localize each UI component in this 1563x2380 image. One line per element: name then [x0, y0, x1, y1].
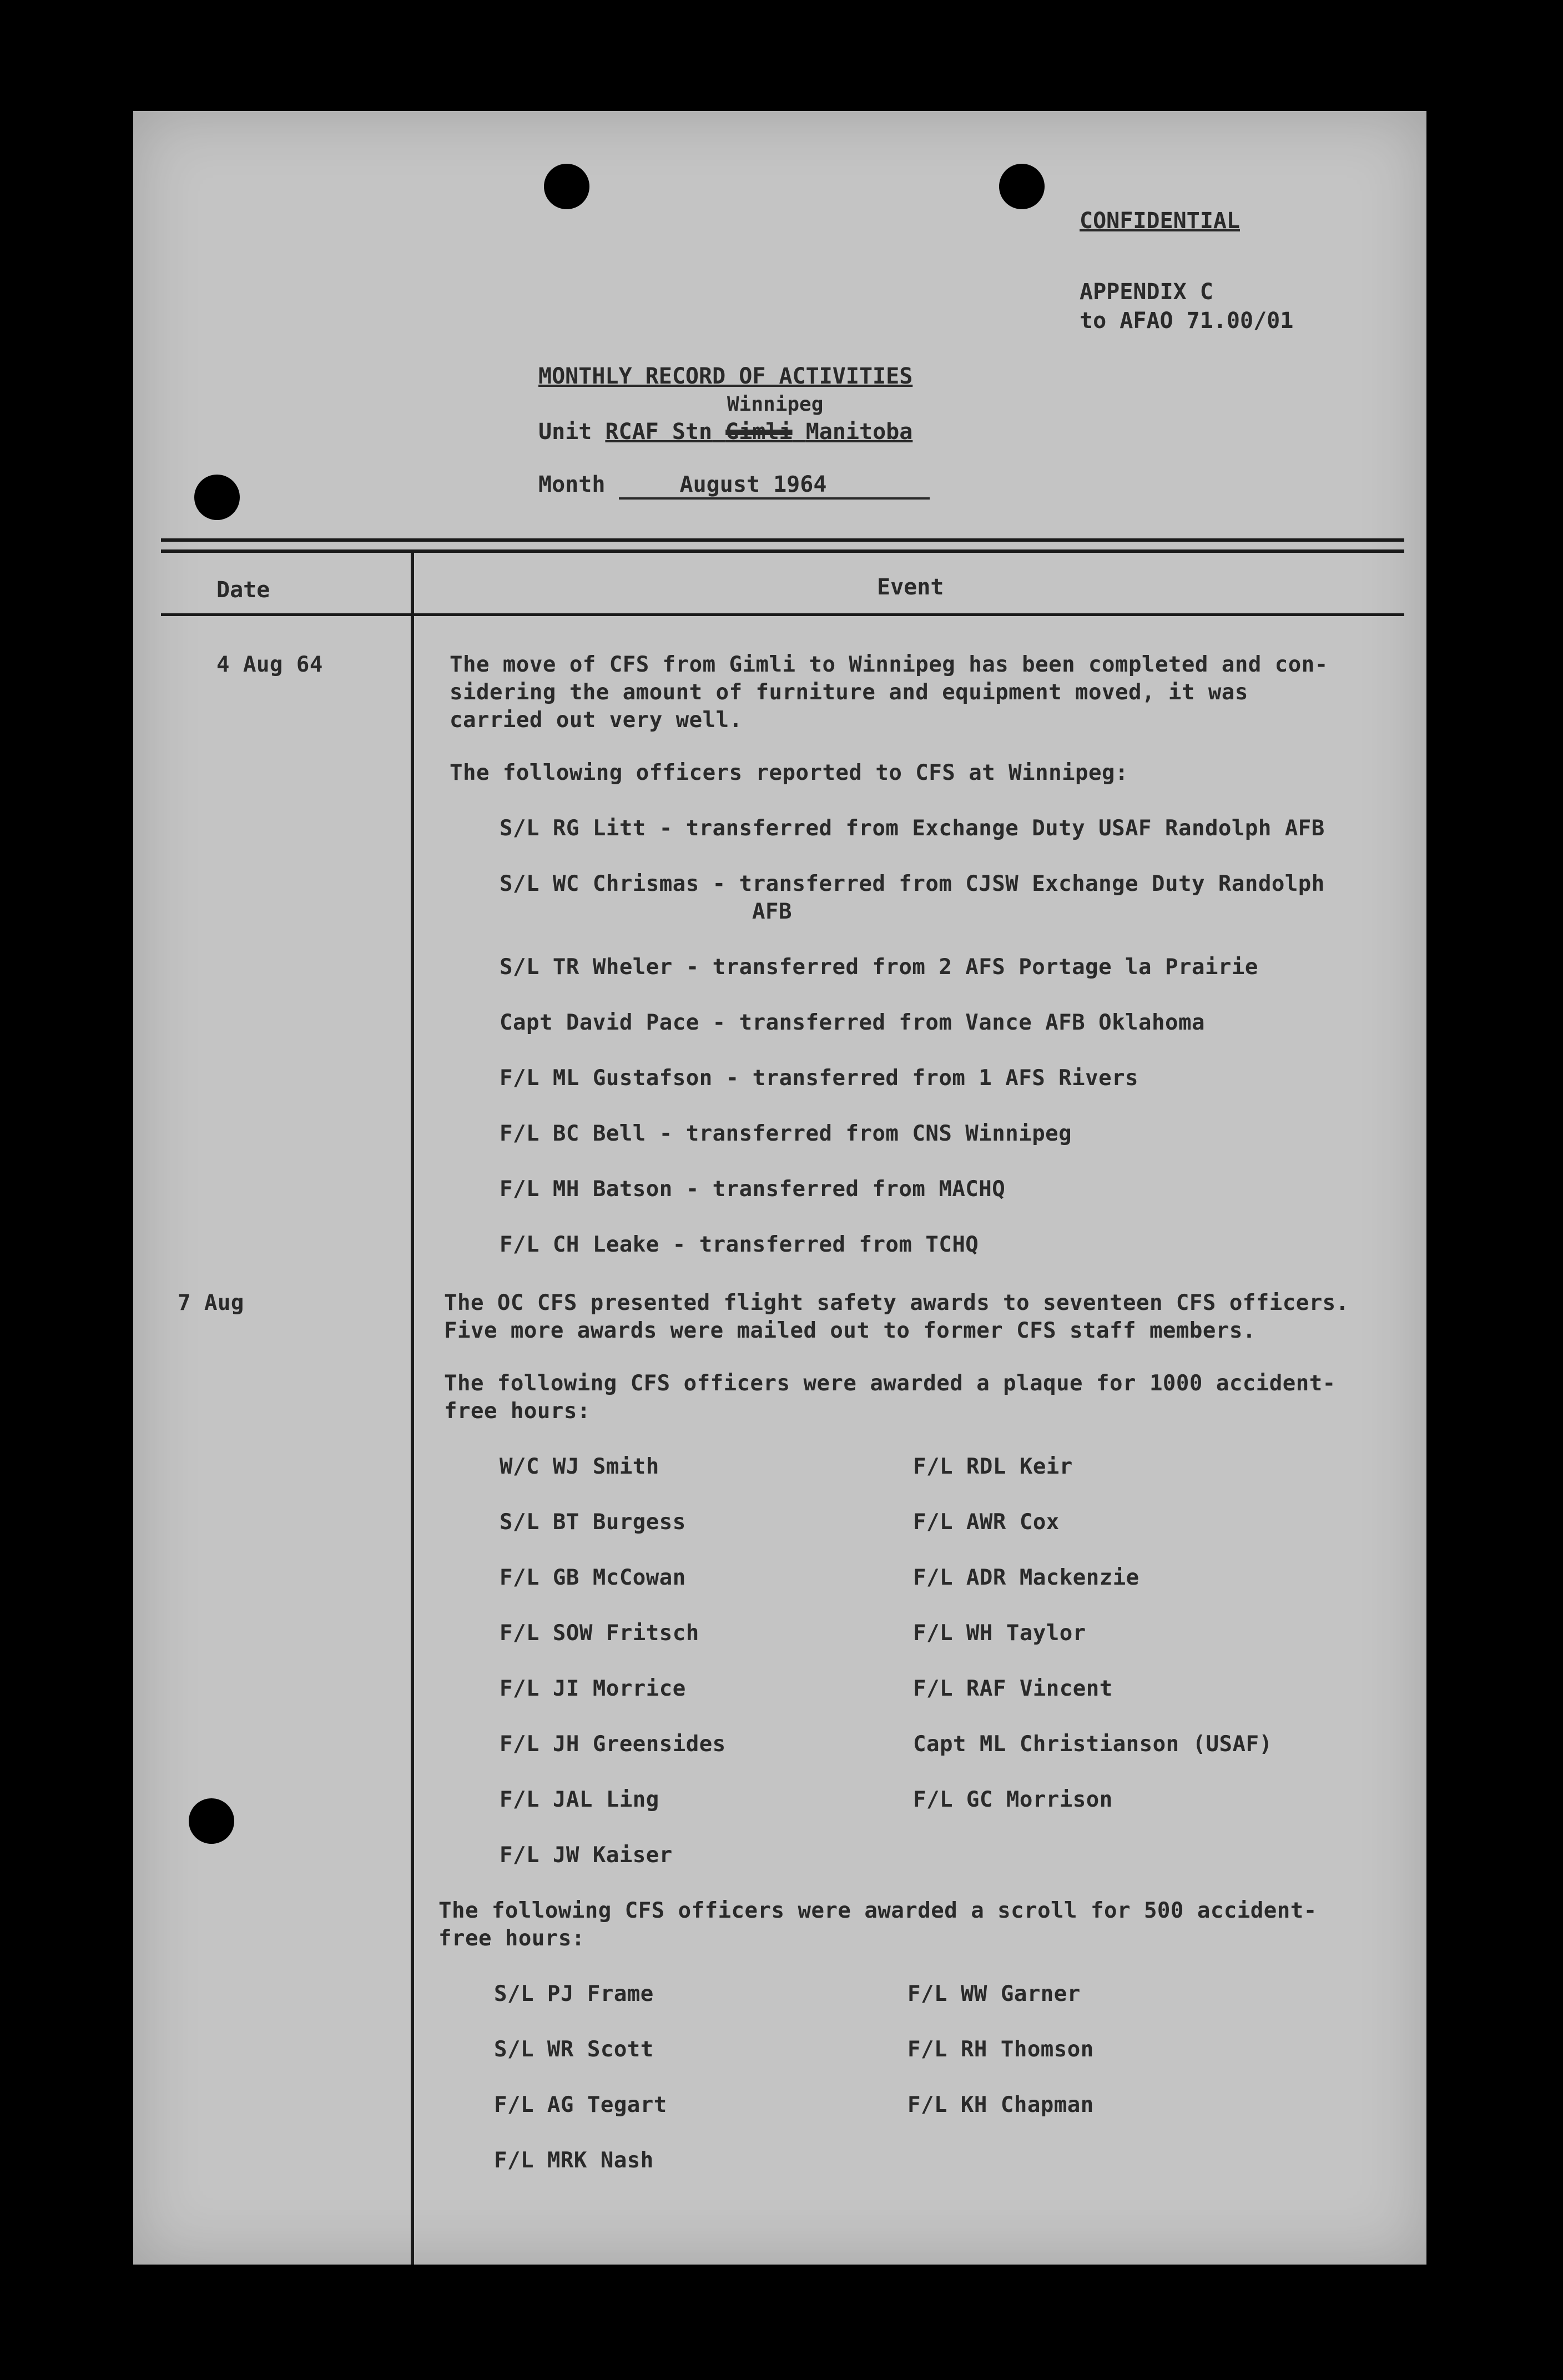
punch-hole — [999, 164, 1045, 209]
plaque-recipient: W/C WJ Smith — [500, 1454, 659, 1479]
unit-insert: Winnipeg — [727, 393, 824, 416]
scroll-recipient: S/L PJ Frame — [494, 1981, 654, 2006]
plaque-recipient: F/L AWR Cox — [913, 1510, 1060, 1535]
plaque-recipient: F/L ADR Mackenzie — [913, 1565, 1140, 1590]
unit-struck: Gimli — [725, 419, 793, 445]
event-text: Five more awards were mailed out to former CFS staff members. — [444, 1318, 1256, 1343]
scroll-recipient: F/L WW Garner — [907, 1981, 1081, 2006]
scroll-recipient: F/L KH Chapman — [907, 2092, 1094, 2117]
plaque-recipient: F/L JW Kaiser — [500, 1843, 673, 1868]
officer-transfer: S/L WC Chrismas - transferred from CJSW Exchange Duty Randolph — [500, 871, 1325, 896]
event-text: free hours: — [438, 1926, 585, 1951]
month-line: Month August 1964 — [538, 472, 930, 500]
month-value: August 1964 — [619, 472, 930, 500]
plaque-recipient: F/L JI Morrice — [500, 1676, 686, 1701]
entry-date: 4 Aug 64 — [216, 652, 323, 677]
entry-date: 7 Aug — [178, 1290, 244, 1315]
officer-transfer: F/L CH Leake - transferred from TCHQ — [500, 1232, 979, 1257]
unit-line: Unit RCAF Stn Gimli Manitoba — [538, 419, 913, 445]
scroll-recipient: F/L MRK Nash — [494, 2148, 654, 2173]
officer-transfer: F/L ML Gustafson - transferred from 1 AFS Rivers — [500, 1066, 1139, 1091]
classification-label: CONFIDENTIAL — [1080, 208, 1240, 234]
punch-hole — [544, 164, 589, 209]
event-text: The move of CFS from Gimli to Winnipeg has been completed and con- — [450, 652, 1328, 677]
scroll-recipient: F/L RH Thomson — [907, 2037, 1094, 2062]
plaque-recipient: F/L RAF Vincent — [913, 1676, 1113, 1701]
plaque-recipient: F/L SOW Fritsch — [500, 1621, 699, 1646]
table-column-divider — [411, 549, 414, 2265]
officer-transfer: S/L RG Litt - transferred from Exchange Duty USAF Randolph AFB — [500, 816, 1325, 841]
event-text: sidering the amount of furniture and equipment moved, it was — [450, 680, 1248, 705]
officer-transfer: F/L BC Bell - transferred from CNS Winnipeg — [500, 1121, 1072, 1146]
plaque-recipient: F/L RDL Keir — [913, 1454, 1073, 1479]
event-text: The following CFS officers were awarded a plaque for 1000 accident- — [444, 1371, 1336, 1396]
event-text: The OC CFS presented flight safety awards to seventeen CFS officers. — [444, 1290, 1349, 1315]
officer-transfer: S/L TR Wheler - transferred from 2 AFS Portage la Prairie — [500, 955, 1258, 980]
officer-transfer: Capt David Pace - transferred from Vance AFB Oklahoma — [500, 1010, 1205, 1035]
event-text: The following CFS officers were awarded a scroll for 500 accident- — [438, 1898, 1317, 1923]
plaque-recipient: F/L JH Greensides — [500, 1732, 726, 1757]
officer-transfer: AFB — [752, 899, 792, 924]
column-header-event: Event — [877, 574, 944, 600]
table-header-rule — [161, 613, 1404, 616]
event-text: free hours: — [444, 1399, 591, 1424]
scroll-recipient: S/L WR Scott — [494, 2037, 654, 2062]
plaque-recipient: F/L WH Taylor — [913, 1621, 1086, 1646]
officer-transfer: F/L MH Batson - transferred from MACHQ — [500, 1177, 1006, 1202]
event-text: The following officers reported to CFS at Winnipeg: — [450, 760, 1128, 785]
document-page — [133, 111, 1426, 2265]
appendix-reference: APPENDIX C to AFAO 71.00/01 — [1080, 279, 1294, 334]
scroll-recipient: F/L AG Tegart — [494, 2092, 667, 2117]
event-text: carried out very well. — [450, 708, 743, 733]
plaque-recipient: S/L BT Burgess — [500, 1510, 686, 1535]
plaque-recipient: F/L GB McCowan — [500, 1565, 686, 1590]
punch-hole — [194, 475, 240, 520]
table-top-rule — [161, 549, 1404, 553]
column-header-date: Date — [216, 577, 270, 603]
punch-hole — [189, 1798, 234, 1844]
plaque-recipient: F/L JAL Ling — [500, 1787, 659, 1812]
table-top-rule — [161, 538, 1404, 542]
document-title: MONTHLY RECORD OF ACTIVITIES — [538, 364, 913, 389]
unit-value: RCAF Stn Gimli Manitoba — [605, 419, 913, 445]
plaque-recipient: Capt ML Christianson (USAF) — [913, 1732, 1273, 1757]
plaque-recipient: F/L GC Morrison — [913, 1787, 1113, 1812]
